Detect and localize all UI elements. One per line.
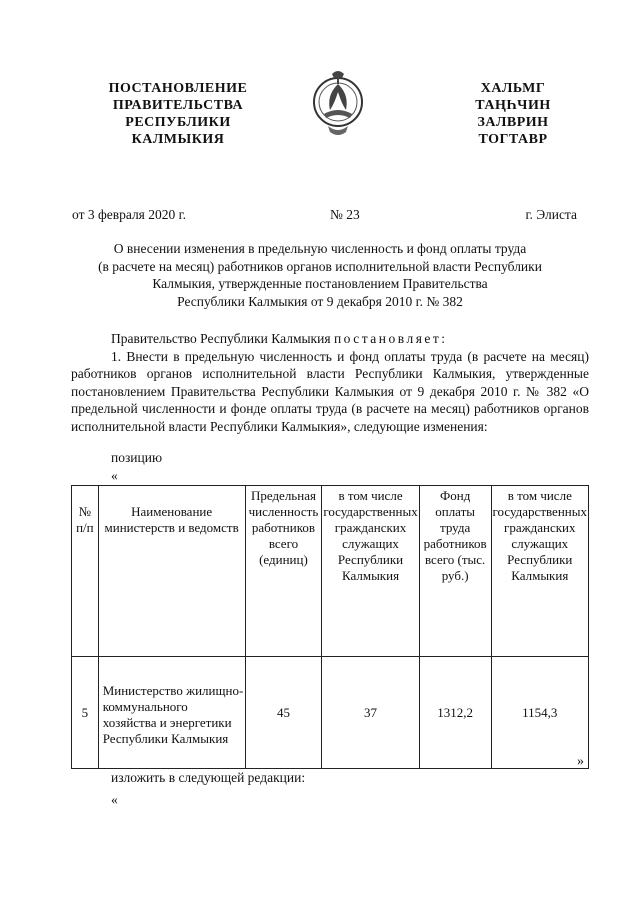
kalmykia-emblem-icon xyxy=(308,66,368,142)
document-meta xyxy=(72,207,577,225)
cell-num: 5 xyxy=(72,657,99,769)
document-date: от 3 февраля 2020 г. xyxy=(72,207,187,222)
header-right-line: ТОГТАВР xyxy=(478,132,548,147)
header-left-line: ПРАВИТЕЛЬСТВА xyxy=(112,98,244,113)
header-cell-num: № п/п xyxy=(72,486,99,657)
cell-staff-civil: 37 xyxy=(322,657,419,769)
header-cell-fund-total: Фонд оплаты труда работников всего (тыс. руб.) xyxy=(419,486,491,657)
title-line: (в расчете на месяц) работников органов исполнительной власти Республики xyxy=(98,258,542,274)
title-line: Республики Калмыкия от 9 декабря 2010 г. № 382 xyxy=(177,293,463,309)
cell-staff-total: 45 xyxy=(245,657,322,769)
open-quote: « xyxy=(111,468,118,483)
header-left-line: ПОСТАНОВЛЕНИЕ xyxy=(108,81,248,96)
header-left-line: КАЛМЫКИЯ xyxy=(131,132,225,147)
header-right-title xyxy=(448,80,578,148)
paragraph-1: 1. Внести в предельную численность и фонд оплаты труда (в расчете на месяц) работников органов исполнительной власти Республики Калмыкия, утвержденные постановлением Правительства Республики Калмыкия от 9 декабря 2010 г. № 382 «О предельной численности и фонде оплаты труда (в расчете на месяц) работников органов исполнительной власти Республики Калмыкия», следующие изменения: xyxy=(71,348,589,434)
decree-verb: постановляет: xyxy=(333,331,448,346)
document-number: № 23 xyxy=(330,207,360,222)
header-cell-staff-total: Предельная численность работников всего (единиц) xyxy=(245,486,322,657)
table-header-row xyxy=(72,486,589,657)
close-quote: » xyxy=(577,754,584,769)
positions-table xyxy=(71,485,589,769)
header-cell-fund-civil: в том числе государственных гражданских служащих Республики Калмыкия xyxy=(491,486,588,657)
header-cell-name: Наименование министерств и ведомств xyxy=(98,486,245,657)
cell-name: Министерство жилищно-коммунального хозяйства и энергетики Республики Калмыкия xyxy=(98,657,245,769)
header-right-line: ХАЛЬМГ xyxy=(480,81,546,96)
cell-fund-total: 1312,2 xyxy=(419,657,491,769)
header-left-line: РЕСПУБЛИКИ xyxy=(125,115,231,130)
open-quote-2: « xyxy=(111,792,118,807)
title-line: Калмыкия, утвержденные постановлением Правительства xyxy=(152,276,488,291)
header-cell-staff-civil: в том числе государственных гражданских служащих Республики Калмыкия xyxy=(322,486,419,657)
header-right-line: ЗАЛВРИН xyxy=(477,115,549,130)
table-row xyxy=(72,657,589,769)
title-line: О внесении изменения в предельную численность и фонд оплаты труда xyxy=(113,241,527,256)
document-title xyxy=(60,240,580,310)
document-body xyxy=(71,330,589,435)
header-right-line: ТАҢҺЧИН xyxy=(475,98,551,113)
cell-fund-civil: 1154,3 xyxy=(491,657,588,769)
decree-intro-text: Правительство Республики Калмыкия xyxy=(111,331,331,346)
decree-intro xyxy=(71,330,589,348)
header-left-title xyxy=(88,80,268,148)
restate-text: изложить в следующей редакции: xyxy=(111,770,306,785)
position-word: позицию xyxy=(111,450,163,465)
document-city: г. Элиста xyxy=(525,207,577,222)
